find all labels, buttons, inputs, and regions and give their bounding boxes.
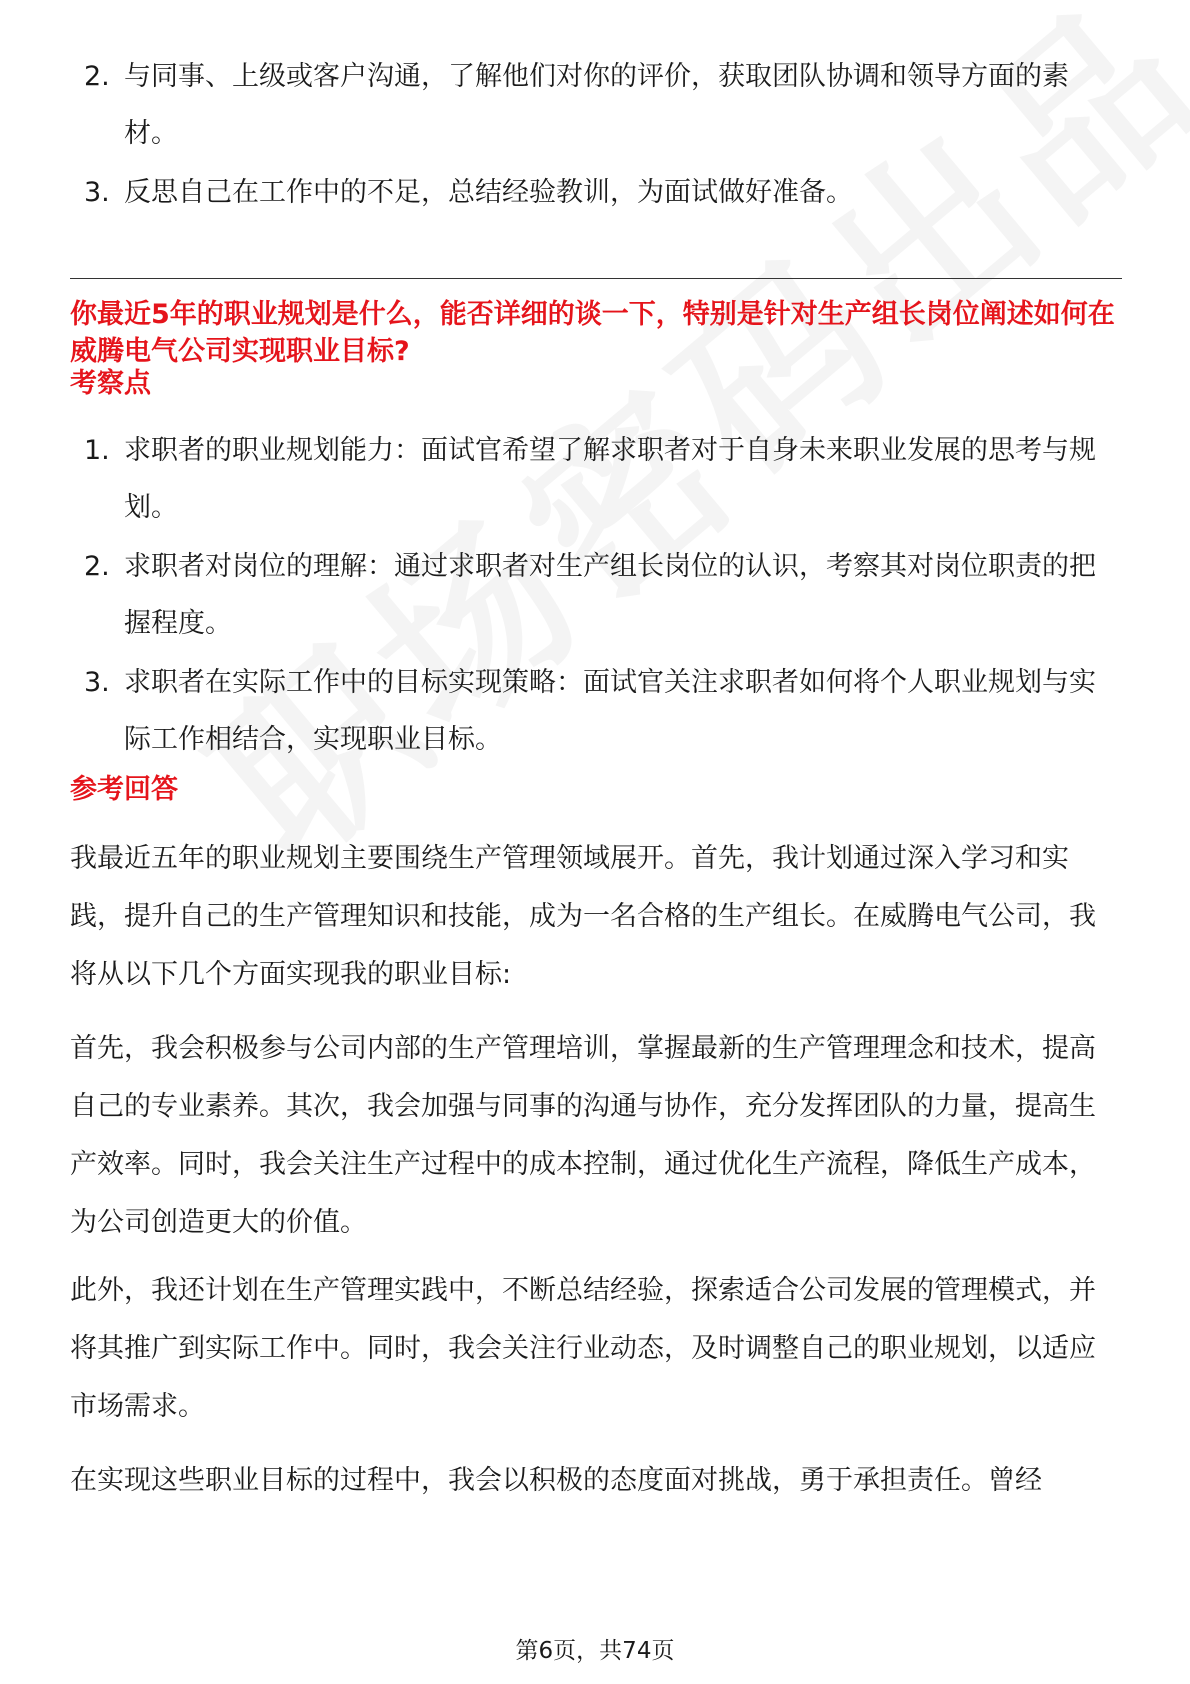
answer-paragraph: 首先，我会积极参与公司内部的生产管理培训，掌握最新的生产管理理念和技术，提高自己的专业素养。其次，我会加强与同事的沟通与协作，充分发挥团队的力量，提高生产效率。同时，我会关注生产过程中的成本控制，通过优化生产流程，降低生产成本，为公司创造更大的价值。 [70,1033,1096,1238]
list-item [78,538,1118,652]
list-item-text: 求职者的职业规划能力：面试官希望了解求职者对于自身未来职业发展的思考与规划。 [124,435,1096,523]
list-item [78,164,1118,221]
list-item-text: 反思自己在工作中的不足，总结经验教训，为面试做好准备。 [124,177,853,208]
section-divider [70,278,1122,279]
answer-paragraph: 我最近五年的职业规划主要围绕生产管理领域展开。首先，我计划通过深入学习和实践，提升自己的生产管理知识和技能，成为一名合格的生产组长。在威腾电气公司，我将从以下几个方面实现我的职业目标: [70,843,1096,990]
list-item-text: 与同事、上级或客户沟通，了解他们对你的评价，获取团队协调和领导方面的素材。 [124,61,1069,149]
section-title-answer: 参考回答 [70,774,178,805]
answer-paragraph: 在实现这些职业目标的过程中，我会以积极的态度面对挑战，勇于承担责任。曾经 [70,1465,1042,1496]
question-heading: 你最近5年的职业规划是什么，能否详细的谈一下，特别是针对生产组长岗位阐述如何在威腾电气公司实现职业目标? [70,299,1115,367]
list-item-text: 求职者在实际工作中的目标实现策略：面试官关注求职者如何将个人职业规划与实际工作相结合，实现职业目标。 [124,667,1096,755]
answer-paragraph: 此外，我还计划在生产管理实践中，不断总结经验，探索适合公司发展的管理模式，并将其推广到实际工作中。同时，我会关注行业动态，及时调整自己的职业规划，以适应市场需求。 [70,1275,1096,1422]
list-item-number: 2. [84,551,110,582]
list-item [78,48,1118,162]
list-item-number: 3. [84,667,110,698]
list-item [78,422,1118,536]
list-item-text: 求职者对岗位的理解：通过求职者对生产组长岗位的认识，考察其对岗位职责的把握程度。 [124,551,1096,639]
list-item [78,654,1118,768]
top-numbered-list [78,48,1118,223]
kcd-numbered-list [78,422,1118,770]
list-item-number: 1. [84,435,110,466]
section-title-kcd: 考察点 [70,368,151,399]
list-item-number: 2. [84,61,110,92]
list-item-number: 3. [84,177,110,208]
page-footer: 第6页，共74页 [515,1638,675,1664]
